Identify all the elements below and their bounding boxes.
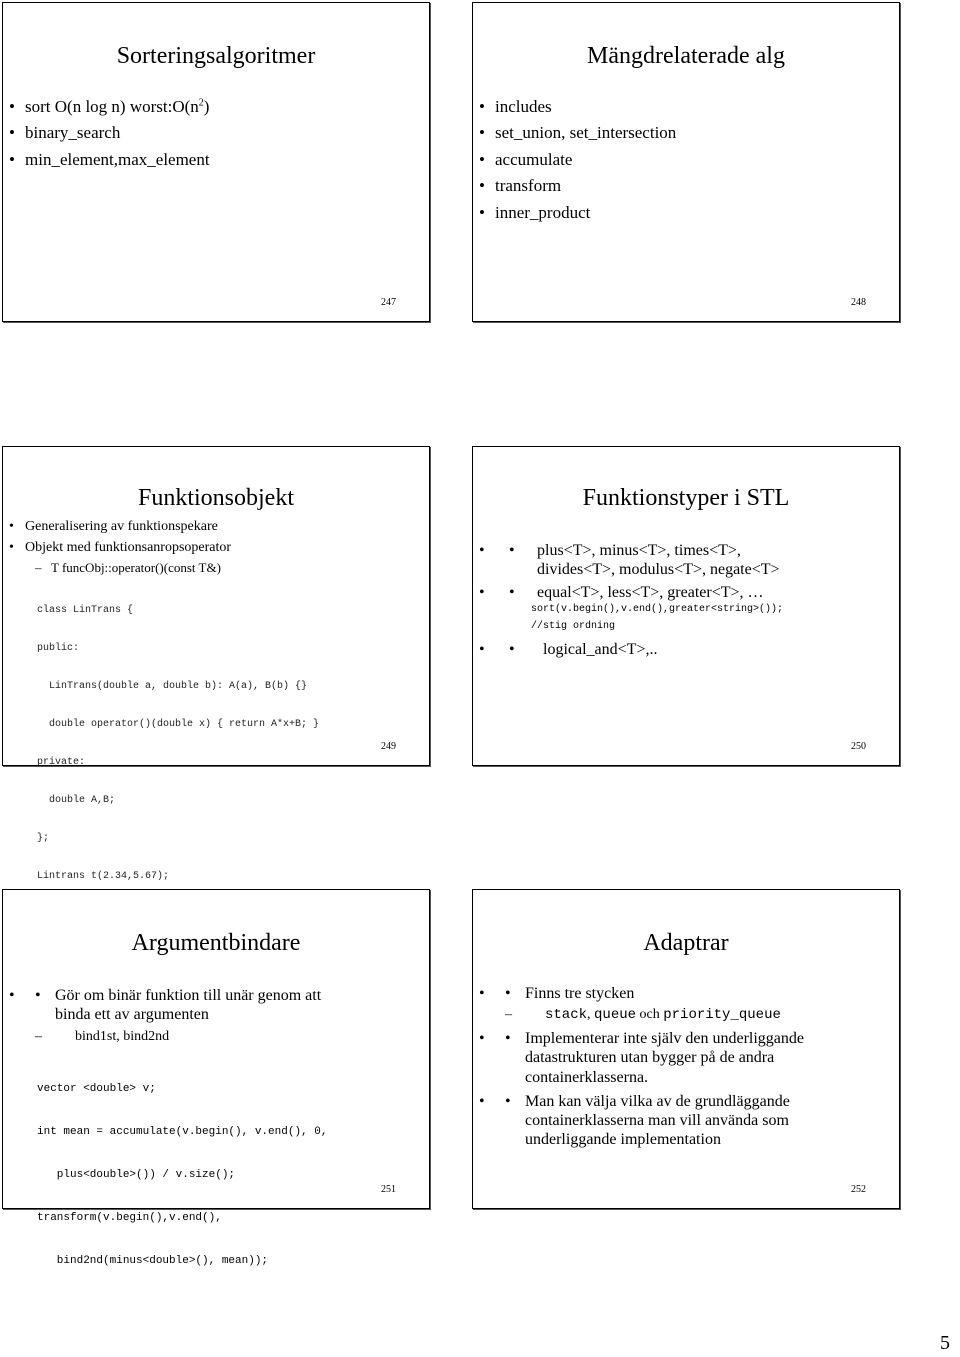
list-item: • • Implementerar inte själv den underliggande datastrukturen utan bygger på de andra containerklasserna. bbox=[473, 1029, 899, 1087]
list-item: • • Finns tre stycken bbox=[473, 984, 899, 1003]
code-line: double operator()(double x) { return A*x+B; } bbox=[37, 719, 320, 730]
code-line: sort(v.begin(),v.end(),greater<string>()); bbox=[531, 603, 784, 615]
slide-number: 248 bbox=[851, 297, 866, 308]
list-item-line: plus<T>, minus<T>, times<T>, bbox=[537, 542, 741, 559]
list-item: • • equal<T>, less<T>, greater<T>, … bbox=[473, 583, 899, 602]
sub-item: – bind1st, bind2nd bbox=[3, 1029, 429, 1045]
slide-title: Sorteringsalgoritmer bbox=[116, 43, 316, 69]
code-line: }; bbox=[37, 833, 50, 844]
list-item: • accumulate bbox=[473, 150, 899, 170]
slide-249 bbox=[2, 446, 430, 882]
list-item-line: binda ett av argumenten bbox=[55, 1006, 209, 1024]
list-item: • Generalisering av funktionspekare bbox=[3, 519, 429, 536]
code-block bbox=[37, 1062, 429, 1299]
list-item: • • Gör om binär funktion till unär genom att binda ett av argumenten bbox=[3, 986, 429, 1024]
list-item: • sort O(n log n) $worst:O(n^2)$ bbox=[3, 97, 429, 117]
queue-label: queue bbox=[594, 1007, 637, 1024]
code-line: LinTrans(double a, double b): A(a), B(b) {} bbox=[37, 681, 308, 692]
slide-title: Argumentbindare bbox=[131, 930, 301, 956]
slide-247 bbox=[2, 2, 430, 322]
code-line: transform(v.begin(),v.end(), bbox=[37, 1212, 222, 1224]
slide-number: 249 bbox=[381, 741, 396, 752]
code-line: double A,B; bbox=[37, 795, 116, 806]
sub-item: – T funcObj::operator()(const T&) bbox=[3, 560, 429, 576]
list-item: • transform bbox=[473, 176, 899, 196]
slide-251 bbox=[2, 889, 430, 1267]
code-line: public: bbox=[37, 643, 80, 654]
list-item: • includes bbox=[473, 97, 899, 117]
slide-title: Funktionsobjekt bbox=[137, 485, 294, 511]
code-line: Lintrans t(2.34,5.67); bbox=[37, 871, 170, 882]
list-item-line: containerklasserna. bbox=[525, 1068, 649, 1086]
page-number: 5 bbox=[940, 1332, 950, 1354]
slide-248 bbox=[472, 2, 900, 322]
list-item: • inner_product bbox=[473, 203, 899, 223]
code-line: vector <double> v; bbox=[37, 1083, 156, 1095]
sub-item: – stack, queue och priority_queue bbox=[473, 1007, 899, 1023]
slide-number: 247 bbox=[381, 297, 396, 308]
list-item: • • plus<T>, minus<T>, times<T>, divides<T>, modulus<T>, negate<T> bbox=[473, 541, 899, 579]
code-line: plus<double>()) / v.size(); bbox=[37, 1169, 236, 1181]
list-item: • min_element,max_element bbox=[3, 150, 429, 170]
slide-title: Funktionstyper i STL bbox=[582, 485, 790, 511]
list-item-line: divides<T>, modulus<T>, negate<T> bbox=[537, 561, 780, 579]
code-line: class LinTrans { bbox=[37, 605, 134, 616]
slide-number: 252 bbox=[851, 1184, 866, 1195]
slide-number: 250 bbox=[851, 741, 866, 752]
slide-number: 251 bbox=[381, 1184, 396, 1195]
priority-queue-label: priority_queue bbox=[663, 1007, 781, 1024]
code-line: int mean = accumulate(v.begin(), v.end(), 0, bbox=[37, 1126, 328, 1138]
slide-252 bbox=[472, 889, 900, 1209]
list-item-line: containerklasserna man vill använda som bbox=[525, 1111, 789, 1129]
slide-250 bbox=[472, 446, 900, 766]
list-item: • • logical_and<T>,.. bbox=[473, 640, 899, 659]
slide-title: Mängdrelaterade alg bbox=[587, 43, 785, 69]
list-item-line: Gör om binär funktion till unär genom att bbox=[55, 987, 322, 1004]
list-item: • Objekt med funktionsanropsoperator bbox=[3, 540, 429, 557]
slide-title: Adaptrar bbox=[643, 930, 729, 956]
code-line: //stig ordning bbox=[531, 620, 616, 632]
stack-label: stack bbox=[545, 1007, 588, 1024]
list-item-line: Man kan välja vilka av de grundläggande bbox=[525, 1092, 790, 1110]
list-item-line: datastrukturen utan bygger på de andra bbox=[525, 1049, 775, 1067]
code-line: bind2nd(minus<double>(), mean)); bbox=[37, 1255, 269, 1267]
list-item-line: underliggande implementation bbox=[525, 1131, 721, 1149]
list-item: • set_union, set_intersection bbox=[473, 123, 899, 143]
list-item-line: Implementerar inte själv den underliggande bbox=[525, 1030, 805, 1048]
list-item: • binary_search bbox=[3, 123, 429, 143]
code-line: private: bbox=[37, 757, 86, 768]
list-item: • • Man kan välja vilka av de grundläggande containerklasserna man vill använda som underliggande implementation bbox=[473, 1092, 899, 1150]
